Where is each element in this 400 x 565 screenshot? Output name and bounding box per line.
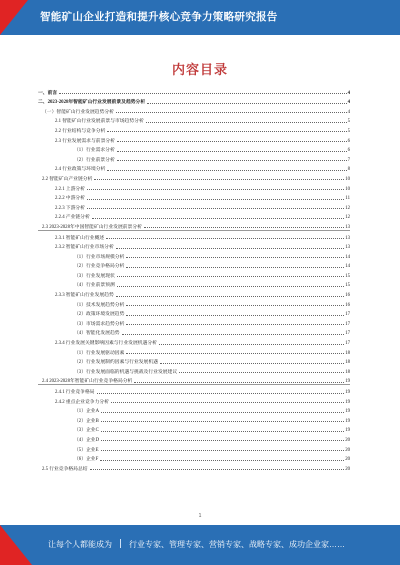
toc-entry-page: 7 (347, 157, 350, 163)
toc-entry-page: 16 (345, 293, 350, 299)
toc-entry-page: 17 (345, 312, 350, 318)
toc-entry-label: 2.2 行业结构与竞争分析 (55, 128, 106, 134)
toc-entry[interactable] (38, 105, 350, 115)
toc-entry-page: 19 (345, 379, 350, 385)
toc-leader-dots (122, 334, 345, 335)
toc-leader-dots (134, 382, 344, 383)
toc-entry-label: 2.3 行业发展需求与前景分析 (55, 138, 115, 144)
toc-leader-dots (147, 103, 346, 104)
toc-entry-label: （3）企业C (74, 428, 99, 434)
footer-banner (0, 525, 400, 565)
toc-leader-dots (126, 305, 344, 306)
toc-entry[interactable] (38, 308, 350, 318)
toc-leader-dots (94, 179, 344, 180)
toc-entry-label: 2.2.3 下游分析 (55, 205, 85, 211)
toc-entry[interactable] (38, 96, 350, 106)
toc-leader-dots (106, 238, 344, 239)
toc-entry[interactable] (38, 241, 350, 251)
toc-entry-page: 19 (345, 409, 350, 415)
toc-entry-page: 8 (347, 167, 350, 173)
footer-role: 成功企业家…… (289, 540, 345, 549)
toc-entry-page: 18 (345, 350, 350, 356)
toc-entry-page: 13 (345, 235, 350, 241)
toc-leader-dots (126, 324, 344, 325)
toc-entry-label: （3）市场需求趋势分析 (74, 321, 125, 327)
toc-entry-label: 2.1 智能矿山行业发展前景与市场趋势分析 (55, 119, 144, 125)
toc-leader-dots (117, 160, 347, 161)
toc-entry-page: 20 (345, 447, 350, 453)
toc-entry-label: 2.2 智能矿山产业链分析 (42, 176, 93, 182)
toc-entry[interactable] (38, 433, 350, 443)
toc-entry-page: 15 (345, 273, 350, 279)
toc-entry-page: 13 (345, 224, 350, 230)
toc-entry-page: 15 (345, 283, 350, 289)
toc-entry[interactable] (38, 327, 350, 337)
toc-entry-page: 10 (345, 176, 350, 182)
toc-entry[interactable] (38, 231, 350, 241)
toc-entry-label: （1）企业A (74, 409, 100, 415)
toc-entry-label: （2）行业竞争格局分析 (74, 264, 125, 270)
toc-entry-page: 4 (347, 100, 350, 106)
toc-entry-page: 11 (345, 196, 350, 202)
toc-leader-dots (87, 189, 344, 190)
toc-entry-label: 2.3 2023-2028年中国智能矿山行业发展前景分析 (42, 224, 142, 230)
toc-leader-dots (100, 460, 344, 461)
toc-entry-page: 10 (345, 186, 350, 192)
toc-leader-dots (101, 421, 344, 422)
toc-leader-dots (107, 170, 346, 171)
toc-entry-label: 2.3.3 智能矿山行业发展趋势 (55, 293, 114, 299)
toc-entry-label: 一、前言 (38, 90, 58, 96)
toc-leader-dots (59, 93, 346, 94)
toc-entry-label: 二、2023-2028年智能矿山行业发展前景及趋势分析 (38, 100, 146, 106)
toc-entry[interactable] (38, 356, 350, 366)
toc-leader-dots (87, 208, 344, 209)
toc-entry-page: 18 (345, 360, 350, 366)
toc-entry[interactable] (38, 269, 350, 279)
toc-entry[interactable] (38, 336, 350, 346)
toc-entry[interactable] (38, 365, 350, 375)
toc-entry[interactable] (38, 192, 350, 202)
toc-entry[interactable] (38, 134, 350, 144)
toc-entry[interactable] (38, 115, 350, 125)
toc-entry-page: 18 (345, 369, 350, 375)
toc-entry[interactable] (38, 298, 350, 308)
toc-entry-page: 20 (345, 457, 350, 463)
toc-leader-dots (126, 257, 344, 258)
toc-entry[interactable] (38, 288, 350, 298)
toc-entry-label: 2.4 2023-2028年智能矿山行业竞争格局分析 (42, 379, 133, 385)
toc-entry-page: 17 (345, 321, 350, 327)
toc-entry-label: （1）技术发展趋势分析 (74, 302, 125, 308)
footer-role: 营销专家 (209, 540, 241, 549)
toc-entry[interactable] (38, 395, 350, 405)
toc-leader-dots (101, 440, 344, 441)
toc-entry[interactable] (38, 414, 350, 424)
footer-slogan: 让每个人都能成为 (48, 540, 112, 549)
toc-entry[interactable] (38, 462, 350, 472)
toc-entry-label: 2.3.4 行业发展关键影响因素与行业发展机遇分析 (55, 341, 157, 347)
toc-entry-page: 14 (345, 264, 350, 270)
toc-leader-dots (101, 412, 344, 413)
toc-entry-label: （2）政策环境发展趋势 (74, 312, 125, 318)
toc-entry-page: 4 (347, 109, 350, 115)
toc-entry-page: 14 (345, 254, 350, 260)
toc-entry-label: （1）行业市场规模分析 (74, 254, 125, 260)
toc-entry-label: （1）行业需求分析 (74, 148, 115, 154)
toc-entry[interactable] (38, 163, 350, 173)
toc-entry-label: （1）行业发展驱动因素 (74, 350, 125, 356)
toc-entry-page: 20 (345, 466, 350, 472)
toc-leader-dots (101, 450, 345, 451)
toc-entry[interactable] (38, 405, 350, 415)
toc-entry-page: 12 (345, 215, 350, 221)
toc-entry[interactable] (38, 153, 350, 163)
toc-entry-page: 19 (345, 399, 350, 405)
toc-leader-dots (117, 276, 344, 277)
toc-entry-page: 17 (345, 331, 350, 337)
toc-entry[interactable] (38, 172, 350, 182)
toc-entry-label: 2.2.2 中游分析 (55, 196, 85, 202)
toc-entry[interactable] (38, 385, 350, 395)
table-of-contents (38, 86, 350, 472)
toc-entry-page: 6 (347, 148, 350, 154)
toc-leader-dots (159, 344, 344, 345)
footer-role: 管理专家 (169, 540, 201, 549)
toc-entry[interactable] (38, 86, 350, 96)
toc-entry[interactable] (38, 375, 350, 386)
toc-entry-page: 19 (345, 428, 350, 434)
toc-entry-label: （4）行业前景预测 (74, 283, 115, 289)
toc-title: 内容目录 (171, 62, 228, 77)
toc-entry[interactable] (38, 182, 350, 192)
toc-entry-label: 2.5 行业竞争格局总结 (42, 466, 88, 472)
toc-entry[interactable] (38, 260, 350, 270)
toc-entry-label: 2.2.1 上游分析 (55, 186, 85, 192)
toc-entry-label: 2.4 行业政策与环境分析 (55, 167, 106, 173)
toc-entry-page: 13 (345, 245, 350, 251)
toc-leader-dots (101, 431, 344, 432)
toc-entry-page: 4 (347, 90, 350, 96)
toc-leader-dots (116, 296, 344, 297)
toc-entry-label: （2）行业发展制约因素与行业发展机遇 (74, 360, 158, 366)
toc-entry-page: 17 (345, 341, 350, 347)
toc-entry[interactable] (38, 124, 350, 134)
toc-entry[interactable] (38, 250, 350, 260)
toc-entry-label: （3）行业发展现状 (74, 273, 115, 279)
toc-leader-dots (87, 199, 344, 200)
toc-entry-label: （4）智能化发展趋势 (74, 331, 120, 337)
toc-leader-dots (144, 227, 344, 228)
toc-entry[interactable] (38, 220, 350, 231)
toc-entry-page: 19 (345, 390, 350, 395)
toc-leader-dots (116, 248, 344, 249)
toc-entry-page: 6 (347, 138, 350, 144)
report-title: 智能矿山企业打造和提升核心竞争力策略研究报告 (40, 11, 278, 23)
toc-entry-label: 2.4.1 行业竞争格局 (55, 390, 95, 395)
toc-entry-label: （4）企业D (74, 437, 100, 443)
toc-entry[interactable] (38, 201, 350, 211)
toc-leader-dots (146, 122, 347, 123)
toc-entry-label: （一）智能矿山行业发展趋势分析 (42, 109, 114, 115)
toc-entry-page: 19 (345, 418, 350, 424)
toc-leader-dots (126, 315, 344, 316)
toc-entry-page: 5 (347, 128, 350, 134)
toc-entry-label: 2.3.1 智能矿山行业概述 (55, 235, 105, 241)
toc-leader-dots (117, 141, 347, 142)
toc-entry[interactable] (38, 424, 350, 434)
toc-entry-page: 12 (345, 205, 350, 211)
toc-leader-dots (92, 218, 344, 219)
toc-entry[interactable] (38, 144, 350, 154)
toc-entry[interactable] (38, 346, 350, 356)
toc-entry[interactable] (38, 453, 350, 463)
toc-leader-dots (116, 112, 347, 113)
toc-entry-label: 2.2.4 产业链分析 (55, 215, 90, 221)
footer-role: 行业专家 (129, 540, 161, 549)
toc-leader-dots (126, 353, 344, 354)
toc-entry[interactable] (38, 317, 350, 327)
toc-leader-dots (160, 363, 344, 364)
footer-slogan-line: 让每个人都能成为 行业专家、管理专家、营销专家、战略专家、成功企业家…… (48, 540, 345, 549)
footer-role: 战略专家 (249, 540, 281, 549)
header-red-accent (0, 0, 28, 35)
footer-divider (120, 539, 121, 548)
toc-entry[interactable] (38, 211, 350, 221)
page-number: 1 (198, 513, 202, 519)
toc-entry-page: 5 (347, 119, 350, 125)
toc-leader-dots (111, 402, 344, 403)
toc-leader-dots (97, 393, 345, 394)
toc-entry-label: （5）企业E (74, 447, 99, 453)
toc-leader-dots (117, 151, 347, 152)
toc-entry[interactable] (38, 443, 350, 453)
footer-red-accent (0, 525, 32, 565)
toc-entry-label: （2）企业B (74, 418, 99, 424)
toc-entry-page: 20 (345, 437, 350, 443)
toc-entry[interactable] (38, 279, 350, 289)
toc-leader-dots (179, 372, 344, 373)
toc-entry-label: 2.4.2 重点企业竞争力分析 (55, 399, 109, 405)
toc-leader-dots (117, 286, 344, 287)
toc-leader-dots (90, 469, 345, 470)
toc-leader-dots (107, 131, 346, 132)
toc-entry-label: 2.3.2 智能矿山行业市场分析 (55, 245, 114, 251)
toc-entry-label: （6）企业F (74, 457, 99, 463)
toc-entry-label: （3）行业发展面临的机遇与挑战及行业发展建议 (74, 369, 178, 375)
toc-entry-page: 16 (345, 302, 350, 308)
toc-leader-dots (126, 267, 344, 268)
header-banner (0, 0, 400, 35)
toc-entry-label: （2）行业前景分析 (74, 157, 115, 163)
